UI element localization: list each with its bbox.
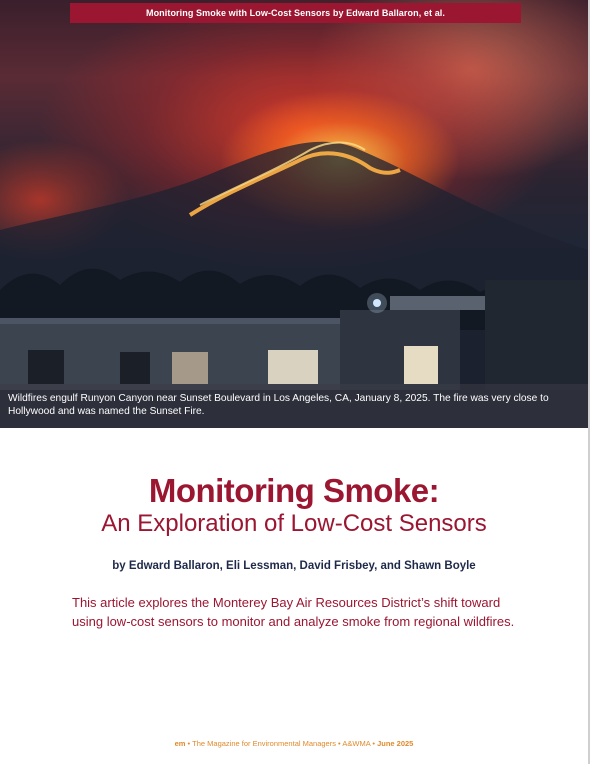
article-title: Monitoring Smoke: — [148, 472, 440, 509]
running-header — [70, 3, 521, 23]
footer-magazine: The Magazine for Environmental Managers — [192, 739, 336, 748]
article-subtitle: An Exploration of Low-Cost Sensors — [101, 510, 487, 537]
footer-separator: • — [370, 739, 378, 748]
footer-separator: • — [335, 739, 343, 748]
article-byline: by Edward Ballaron, Eli Lessman, David Frisbey, and Shawn Boyle — [112, 560, 476, 572]
footer-em: em — [174, 739, 186, 748]
footer-separator: • — [185, 739, 193, 748]
photo-caption: Wildfires engulf Runyon Canyon near Sunset Boulevard in Los Angeles, CA, January 8, 2025. The fire was very close to Hollywood and was named the Sunset Fire. — [0, 384, 588, 428]
article-abstract: This article explores the Monterey Bay Air Resources District’s shift toward using low-cost sensors to monitor and analyze smoke from regional wildfires. — [72, 595, 515, 629]
page-footer — [0, 739, 588, 748]
running-header-text: Monitoring Smoke with Low-Cost Sensors by Edward Ballaron, et al. — [145, 8, 446, 18]
footer-org: A&WMA — [342, 739, 371, 748]
footer-date: June 2025 — [377, 739, 414, 748]
